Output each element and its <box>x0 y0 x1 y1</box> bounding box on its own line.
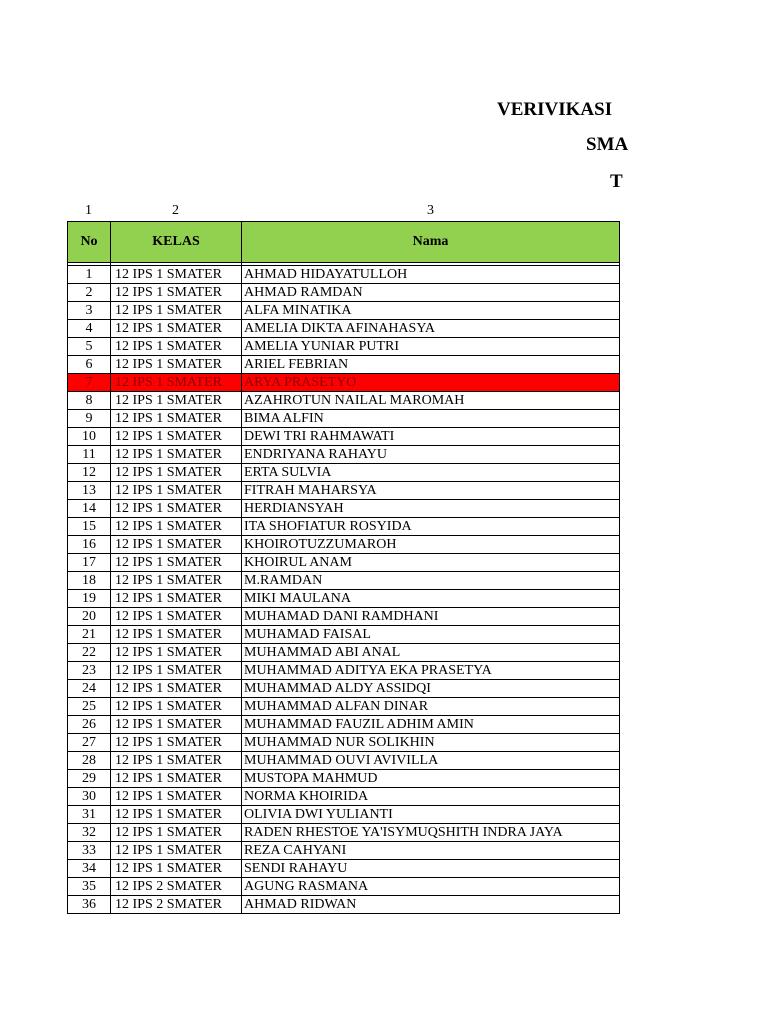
cell-no[interactable]: 19 <box>68 590 111 608</box>
column-number: 3 <box>427 203 434 218</box>
table-row[interactable] <box>68 374 620 392</box>
cell-kelas[interactable]: 12 IPS 1 SMATER <box>111 752 242 770</box>
cell-nama[interactable]: DEWI TRI RAHMAWATI <box>242 428 620 446</box>
cell-nama[interactable]: ARIEL FEBRIAN <box>242 356 620 374</box>
cell-no[interactable]: 4 <box>68 320 111 338</box>
cell-nama[interactable]: SENDI RAHAYU <box>242 860 620 878</box>
table-row[interactable] <box>68 608 620 626</box>
table-row[interactable] <box>68 518 620 536</box>
table-row[interactable] <box>68 446 620 464</box>
cell-nama[interactable]: ERTA SULVIA <box>242 464 620 482</box>
cell-nama[interactable]: HERDIANSYAH <box>242 500 620 518</box>
cell-nama[interactable]: MUHAMMAD NUR SOLIKHIN <box>242 734 620 752</box>
table-row[interactable] <box>68 788 620 806</box>
cell-kelas[interactable]: 12 IPS 1 SMATER <box>111 698 242 716</box>
cell-nama[interactable]: FITRAH MAHARSYA <box>242 482 620 500</box>
cell-kelas[interactable]: 12 IPS 1 SMATER <box>111 374 242 392</box>
cell-no[interactable]: 21 <box>68 626 111 644</box>
cell-kelas[interactable]: 12 IPS 1 SMATER <box>111 482 242 500</box>
cell-no[interactable]: 33 <box>68 842 111 860</box>
table-row[interactable] <box>68 464 620 482</box>
cell-kelas[interactable]: 12 IPS 1 SMATER <box>111 608 242 626</box>
cell-no[interactable]: 9 <box>68 410 111 428</box>
cell-no[interactable]: 1 <box>68 266 111 284</box>
cell-nama[interactable]: KHOIRUL ANAM <box>242 554 620 572</box>
table-row[interactable] <box>68 590 620 608</box>
cell-kelas[interactable]: 12 IPS 2 SMATER <box>111 896 242 914</box>
cell-no[interactable]: 29 <box>68 770 111 788</box>
table-row[interactable] <box>68 698 620 716</box>
table-row[interactable] <box>68 320 620 338</box>
header-row <box>68 222 620 263</box>
cell-no[interactable]: 26 <box>68 716 111 734</box>
cell-no[interactable]: 34 <box>68 860 111 878</box>
column-number: 2 <box>172 203 179 218</box>
cell-nama[interactable]: AHMAD HIDAYATULLOH <box>242 266 620 284</box>
table-row[interactable] <box>68 482 620 500</box>
cell-nama[interactable]: AHMAD RIDWAN <box>242 896 620 914</box>
cell-nama[interactable]: MUHAMMAD ADITYA EKA PRASETYA <box>242 662 620 680</box>
cell-no[interactable]: 16 <box>68 536 111 554</box>
table-row[interactable] <box>68 842 620 860</box>
cell-no[interactable]: 6 <box>68 356 111 374</box>
cell-nama[interactable]: AMELIA YUNIAR PUTRI <box>242 338 620 356</box>
table-row[interactable] <box>68 662 620 680</box>
table-row[interactable] <box>68 572 620 590</box>
cell-no[interactable]: 24 <box>68 680 111 698</box>
cell-no[interactable]: 8 <box>68 392 111 410</box>
cell-nama[interactable]: ENDRIYANA RAHAYU <box>242 446 620 464</box>
cell-no[interactable]: 30 <box>68 788 111 806</box>
cell-nama[interactable]: ALFA MINATIKA <box>242 302 620 320</box>
cell-kelas[interactable]: 12 IPS 1 SMATER <box>111 680 242 698</box>
table-row[interactable] <box>68 392 620 410</box>
cell-kelas[interactable]: 12 IPS 1 SMATER <box>111 590 242 608</box>
student-table <box>67 221 620 914</box>
cell-nama[interactable]: KHOIROTUZZUMAROH <box>242 536 620 554</box>
cell-nama[interactable]: MUSTOPA MAHMUD <box>242 770 620 788</box>
cell-kelas[interactable]: 12 IPS 1 SMATER <box>111 860 242 878</box>
cell-kelas[interactable]: 12 IPS 1 SMATER <box>111 788 242 806</box>
column-number: 1 <box>85 203 92 218</box>
cell-no[interactable]: 25 <box>68 698 111 716</box>
cell-nama[interactable]: AMELIA DIKTA AFINAHASYA <box>242 320 620 338</box>
table-row[interactable] <box>68 734 620 752</box>
table-row[interactable] <box>68 680 620 698</box>
cell-nama[interactable]: MUHAMMAD ALDY ASSIDQI <box>242 680 620 698</box>
cell-nama[interactable]: NORMA KHOIRIDA <box>242 788 620 806</box>
table-row[interactable] <box>68 338 620 356</box>
table-row[interactable] <box>68 626 620 644</box>
table-row[interactable] <box>68 500 620 518</box>
table-row[interactable] <box>68 896 620 914</box>
cell-no[interactable]: 11 <box>68 446 111 464</box>
cell-nama[interactable]: MUHAMMAD ABI ANAL <box>242 644 620 662</box>
cell-no[interactable]: 31 <box>68 806 111 824</box>
table-row[interactable] <box>68 878 620 896</box>
table-row[interactable] <box>68 302 620 320</box>
cell-nama[interactable]: ITA SHOFIATUR ROSYIDA <box>242 518 620 536</box>
table-row[interactable] <box>68 266 620 284</box>
cell-no[interactable]: 5 <box>68 338 111 356</box>
cell-no[interactable]: 36 <box>68 896 111 914</box>
table-row[interactable] <box>68 824 620 842</box>
cell-nama[interactable]: MUHAMMAD OUVI AVIVILLA <box>242 752 620 770</box>
cell-no[interactable]: 23 <box>68 662 111 680</box>
table-row[interactable] <box>68 644 620 662</box>
header-nama[interactable]: Nama <box>242 222 620 263</box>
cell-kelas[interactable]: 12 IPS 1 SMATER <box>111 536 242 554</box>
cell-kelas[interactable]: 12 IPS 1 SMATER <box>111 266 242 284</box>
title-line-2: SMA <box>586 134 629 155</box>
cell-kelas[interactable]: 12 IPS 1 SMATER <box>111 446 242 464</box>
cell-no[interactable]: 27 <box>68 734 111 752</box>
cell-kelas[interactable]: 12 IPS 1 SMATER <box>111 410 242 428</box>
cell-nama[interactable]: MUHAMMAD FAUZIL ADHIM AMIN <box>242 716 620 734</box>
cell-nama[interactable]: OLIVIA DWI YULIANTI <box>242 806 620 824</box>
cell-no[interactable]: 20 <box>68 608 111 626</box>
cell-kelas[interactable]: 12 IPS 1 SMATER <box>111 644 242 662</box>
cell-no[interactable]: 17 <box>68 554 111 572</box>
cell-kelas[interactable]: 12 IPS 1 SMATER <box>111 662 242 680</box>
cell-nama[interactable]: AHMAD RAMDAN <box>242 284 620 302</box>
cell-kelas[interactable]: 12 IPS 1 SMATER <box>111 770 242 788</box>
cell-no[interactable]: 18 <box>68 572 111 590</box>
cell-kelas[interactable]: 12 IPS 1 SMATER <box>111 428 242 446</box>
cell-no[interactable]: 32 <box>68 824 111 842</box>
table-row[interactable] <box>68 284 620 302</box>
cell-nama[interactable]: MIKI MAULANA <box>242 590 620 608</box>
cell-kelas[interactable]: 12 IPS 1 SMATER <box>111 554 242 572</box>
cell-no[interactable]: 3 <box>68 302 111 320</box>
table-row[interactable] <box>68 716 620 734</box>
cell-nama[interactable]: MUHAMAD FAISAL <box>242 626 620 644</box>
table-row[interactable] <box>68 428 620 446</box>
cell-kelas[interactable]: 12 IPS 1 SMATER <box>111 518 242 536</box>
cell-no[interactable]: 13 <box>68 482 111 500</box>
cell-kelas[interactable]: 12 IPS 1 SMATER <box>111 734 242 752</box>
cell-kelas[interactable]: 12 IPS 1 SMATER <box>111 284 242 302</box>
cell-nama[interactable]: M.RAMDAN <box>242 572 620 590</box>
table-row[interactable] <box>68 410 620 428</box>
cell-no[interactable]: 2 <box>68 284 111 302</box>
cell-kelas[interactable]: 12 IPS 1 SMATER <box>111 626 242 644</box>
cell-kelas[interactable]: 12 IPS 1 SMATER <box>111 824 242 842</box>
cell-nama[interactable]: AZAHROTUN NAILAL MAROMAH <box>242 392 620 410</box>
cell-no[interactable]: 14 <box>68 500 111 518</box>
cell-nama[interactable]: REZA CAHYANI <box>242 842 620 860</box>
cell-nama[interactable]: MUHAMMAD ALFAN DINAR <box>242 698 620 716</box>
cell-kelas[interactable]: 12 IPS 1 SMATER <box>111 302 242 320</box>
table-row[interactable] <box>68 860 620 878</box>
title-line-1: VERIVIKASI <box>497 99 613 120</box>
cell-kelas[interactable]: 12 IPS 1 SMATER <box>111 572 242 590</box>
cell-kelas[interactable]: 12 IPS 1 SMATER <box>111 500 242 518</box>
cell-nama[interactable]: RADEN RHESTOE YA'ISYMUQSHITH INDRA JAYA <box>242 824 620 842</box>
cell-nama[interactable]: MUHAMAD DANI RAMDHANI <box>242 608 620 626</box>
title-line-3: T <box>610 171 623 192</box>
cell-nama[interactable]: AGUNG RASMANA <box>242 878 620 896</box>
cell-no[interactable]: 7 <box>68 374 111 392</box>
header-kelas[interactable]: KELAS <box>111 222 242 263</box>
cell-kelas[interactable]: 12 IPS 2 SMATER <box>111 878 242 896</box>
cell-kelas[interactable]: 12 IPS 1 SMATER <box>111 806 242 824</box>
cell-kelas[interactable]: 12 IPS 1 SMATER <box>111 716 242 734</box>
cell-nama[interactable]: ARYA PRASETYO <box>242 374 620 392</box>
cell-no[interactable]: 28 <box>68 752 111 770</box>
cell-no[interactable]: 15 <box>68 518 111 536</box>
table-row[interactable] <box>68 752 620 770</box>
table-row[interactable] <box>68 770 620 788</box>
header-no[interactable]: No <box>68 222 111 263</box>
cell-kelas[interactable]: 12 IPS 1 SMATER <box>111 392 242 410</box>
cell-no[interactable]: 22 <box>68 644 111 662</box>
table-row[interactable] <box>68 554 620 572</box>
cell-kelas[interactable]: 12 IPS 1 SMATER <box>111 356 242 374</box>
cell-no[interactable]: 12 <box>68 464 111 482</box>
cell-kelas[interactable]: 12 IPS 1 SMATER <box>111 338 242 356</box>
table-row[interactable] <box>68 536 620 554</box>
cell-kelas[interactable]: 12 IPS 1 SMATER <box>111 320 242 338</box>
table-row[interactable] <box>68 356 620 374</box>
table-row[interactable] <box>68 806 620 824</box>
cell-kelas[interactable]: 12 IPS 1 SMATER <box>111 464 242 482</box>
cell-no[interactable]: 35 <box>68 878 111 896</box>
cell-kelas[interactable]: 12 IPS 1 SMATER <box>111 842 242 860</box>
cell-nama[interactable]: BIMA ALFIN <box>242 410 620 428</box>
cell-no[interactable]: 10 <box>68 428 111 446</box>
